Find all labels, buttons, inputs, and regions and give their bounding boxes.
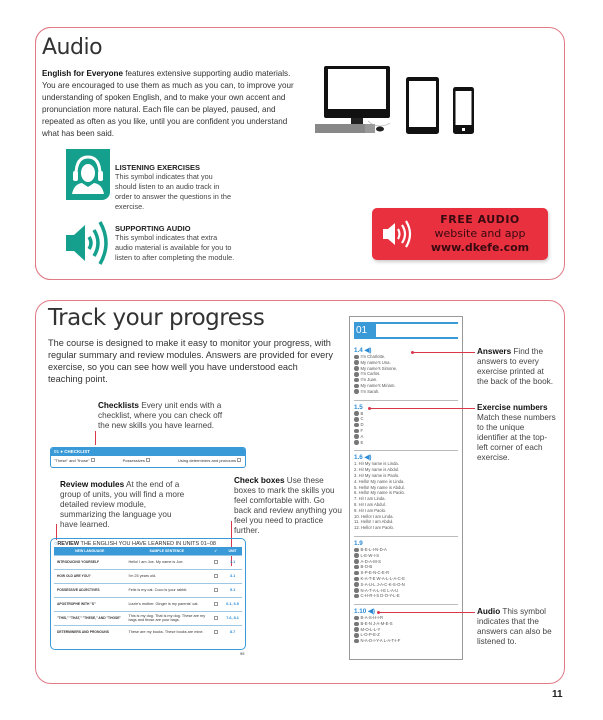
cell-language: HOW OLD ARE YOU? (54, 569, 125, 583)
checklist-item: "These" and "those" (54, 458, 95, 463)
answer-line: My name's Una. (354, 360, 458, 366)
answer-line: L-O-P-E-Z (354, 632, 458, 638)
review-title: ○REVIEW THE ENGLISH YOU HAVE LEARNED IN UNITS 01–08 (54, 541, 216, 547)
checkbox[interactable] (146, 458, 150, 462)
answer-line: M-O-L-L-Y (354, 627, 458, 633)
listening-block (115, 163, 235, 212)
checklist-sample (50, 447, 246, 468)
answer-line: B-O-B (354, 564, 458, 570)
cell-unit: 3.1 (223, 569, 242, 583)
exercise-number: 1.9 (354, 539, 363, 547)
answers-pointer (412, 352, 475, 353)
banner-line2: website and app (434, 227, 526, 240)
answer-line: B-A-S-H-I-R (354, 615, 458, 621)
cell-sentence: Hello! I am Joe. My name is Joe. (125, 555, 208, 569)
cell-unit: 5.1 (223, 583, 242, 597)
checkbox[interactable] (214, 602, 218, 606)
listening-title: LISTENING EXERCISES (115, 163, 201, 172)
checklist-check-icon: ● (60, 449, 63, 454)
answer-line: 8. Hi! I am Abdul. (354, 501, 386, 507)
answer-line: 3. Hi! My name is Paolo. (354, 472, 400, 478)
answer-line: My name's Miriam. (354, 383, 458, 389)
exercise-number: 1.5 (354, 403, 363, 411)
answer-line: A-D-A-M-S (354, 559, 458, 565)
audio-pointer (378, 612, 475, 613)
answer-line: My name's Simone. (354, 366, 458, 372)
cell-language: APOSTROPHE WITH "S" (54, 597, 125, 611)
cell-unit: 1.1 (223, 555, 242, 569)
answer-line: 10. Hello! I am Linda. (354, 513, 394, 519)
table-row (54, 625, 242, 639)
devices-icon (313, 64, 478, 136)
checkbox[interactable] (214, 574, 218, 578)
exercise-number: 1.4 ◀) (354, 347, 372, 354)
page-number: 11 (552, 689, 563, 700)
cell-language: DETERMINERS AND PRONOUNS (54, 625, 125, 639)
cell-sentence: This is my dog. That is my dog. These are my bags and those are your bags. (125, 611, 208, 625)
answer-line: 12. Hello! I am Paolo. (354, 525, 395, 531)
checkbox[interactable] (214, 560, 218, 564)
answer-line: I'm Carlos. (354, 371, 458, 377)
speaker-icon (66, 217, 110, 269)
col-header: NEW LANGUAGE (54, 547, 125, 555)
answer-line: B (354, 411, 458, 417)
cell-unit: 6.1, 6.5 (223, 597, 242, 611)
table-row (54, 569, 242, 583)
answer-section (354, 450, 458, 531)
progress-title: Track your progress (48, 305, 265, 331)
banner-line1: FREE AUDIO (440, 213, 520, 226)
checkbox[interactable] (214, 588, 218, 592)
cell-unit: 8.7 (223, 625, 242, 639)
checklists-pointer (95, 431, 96, 445)
cell-check (208, 597, 223, 611)
banner-speaker-icon (383, 219, 413, 249)
cell-unit: 7.6, 8.1 (223, 611, 242, 625)
exercise-number: 1.10 ◀) (354, 608, 375, 616)
answer-line: 1. Hi! My name is Linda. (354, 461, 399, 467)
col-header: SAMPLE SENTENCE (125, 547, 208, 555)
cell-check (208, 555, 223, 569)
supporting-text: This symbol indicates that extra audio material is available for you to listen to after completing the module. (115, 233, 235, 262)
exercise-callout: Exercise numbers Match these numbers to the unique identifier at the top-left corner of each exercise. (477, 403, 556, 462)
audio-icon[interactable]: ◀) (368, 608, 375, 616)
answer-line: I'm Sarah. (354, 389, 458, 395)
answer-line: I'm Juan. (354, 377, 458, 383)
answers-unit-num: 01 (354, 322, 376, 339)
answer-line: E (354, 440, 458, 446)
cell-sentence: I'm 25 years old. (125, 569, 208, 583)
answer-line: N-A-T-A-L-I-E L-A-U (354, 588, 458, 594)
answer-line: N-A-D-I-Y-A L-A-T-I-F (354, 638, 458, 644)
answer-line: L-E-W-I-S (354, 553, 458, 559)
listening-text: This symbol indicates that you should listen to an audio track in order to answer the questions in the exercise. (115, 172, 232, 211)
review-module (50, 538, 246, 650)
checkbox[interactable] (214, 630, 218, 634)
answers-sample (349, 316, 463, 660)
progress-intro: The course is designed to make it easy to monitor your progress, with regular summary and review modules. Answers are provided for every exercise, so you can see how well you have understood each teaching point. (48, 338, 333, 384)
answer-line: I'm Charlotte. (354, 354, 458, 360)
audio-intro-text: features extensive supporting audio materials. You are encouraged to use them as much as you can, to improve your understanding of spoken English, and to make your own accent and pronunciation more natural. Each file can be played, paused, and repeated as often as you like, until you are confident you understand what has been said. (42, 69, 294, 138)
col-header: UNIT (223, 547, 242, 555)
audio-callout: Audio This symbol indicates that the answers can also be listened to. (477, 607, 552, 646)
col-header: ✓ (208, 547, 223, 555)
cell-language: INTRODUCING YOURSELF (54, 555, 125, 569)
answer-section (354, 536, 458, 599)
exercise-pointer (369, 408, 475, 409)
answer-line: 11. Hello! I am Abdul. (354, 519, 394, 525)
answers-list (354, 344, 458, 644)
table-row (54, 597, 242, 611)
answer-line: B-E-L-I-N-D-A (354, 547, 458, 553)
checkbox[interactable] (237, 458, 241, 462)
banner-url[interactable]: www.dkefe.com (430, 241, 530, 254)
audio-intro-bold: English for Everyone (42, 69, 123, 78)
checkbox[interactable] (91, 458, 95, 462)
checklists-callout: Checklists Every unit ends with a checklist, where you can check off the new skills you have learned. (98, 401, 223, 430)
checklist-item: Using determiners and pronouns (178, 458, 241, 463)
answer-line: C (354, 416, 458, 422)
table-row (54, 555, 242, 569)
free-audio-banner[interactable] (372, 208, 548, 260)
answer-line: B-E-N J-A-M-E-S (354, 621, 458, 627)
answers-callout: Answers Find the answers to every exercise printed at the back of the book. (477, 347, 554, 386)
cell-language: POSSESSIVE ADJECTIVES (54, 583, 125, 597)
exercise-number: 1.6 ◀) (354, 454, 372, 462)
answer-line: K-A-T-E W-A-L-L-A-C-E (354, 576, 458, 582)
audio-icon[interactable]: ◀) (364, 347, 372, 354)
cell-sentence: These are my books. These books are mine. (125, 625, 208, 639)
answer-line: 7. Hi! I am Linda. (354, 496, 386, 502)
answer-line: 5. Hello! My name is Abdul. (354, 484, 405, 490)
table-row (54, 583, 242, 597)
cell-sentence: Felix is my cat. Coco is your rabbit. (125, 583, 208, 597)
checklist-unit-num: 01 (54, 449, 60, 454)
cell-check (208, 583, 223, 597)
answers-unit-header (354, 322, 458, 339)
checkbox[interactable] (214, 616, 218, 620)
answer-line: C-H-R-I-S D-O-Y-L-E (354, 593, 458, 599)
cell-language: "THIS," "THAT," "THESE," AND "THOSE" (54, 611, 125, 625)
check-boxes-callout: Check boxes Use these boxes to mark the skills you feel comfortable with. Go back and review anything you feel you need to practice further. (234, 476, 342, 535)
answer-line: F (354, 428, 458, 434)
supporting-block (115, 224, 235, 263)
supporting-title: SUPPORTING AUDIO (115, 224, 191, 233)
answer-line: 2. Hi! My name is Abdul. (354, 467, 400, 473)
review-table (54, 547, 242, 639)
answer-line: 6. Hello! My name is Paolo. (354, 490, 405, 496)
checklist-header: CHECKLIST (64, 449, 91, 454)
answer-line: 9. Hi! I am Paolo. (354, 507, 387, 513)
answer-line: 4. Hello! My name is Linda. (354, 478, 405, 484)
audio-intro (42, 68, 302, 140)
cell-check (208, 569, 223, 583)
review-page-num: 95 (240, 651, 245, 656)
review-modules-callout: Review modules At the end of a group of units, you will find a more detailed review module, summarizing the language you have learned. (60, 480, 185, 529)
answer-line: S-A-U-L J-A-C-K-S-O-N (354, 582, 458, 588)
cell-check (208, 611, 223, 625)
listening-icon (66, 149, 110, 200)
answer-section (354, 604, 458, 644)
answer-line: S-P-E-N-C-E-R (354, 570, 458, 576)
cell-sentence: Lizzie's mother. Ginger is my parents' cat. (125, 597, 208, 611)
audio-icon[interactable]: ◀) (364, 454, 372, 462)
cell-check (208, 625, 223, 639)
checklist-item: Possessives (123, 458, 150, 463)
answer-line: A (354, 434, 458, 440)
answer-line: D (354, 422, 458, 428)
audio-title: Audio (42, 35, 103, 60)
table-row (54, 611, 242, 625)
